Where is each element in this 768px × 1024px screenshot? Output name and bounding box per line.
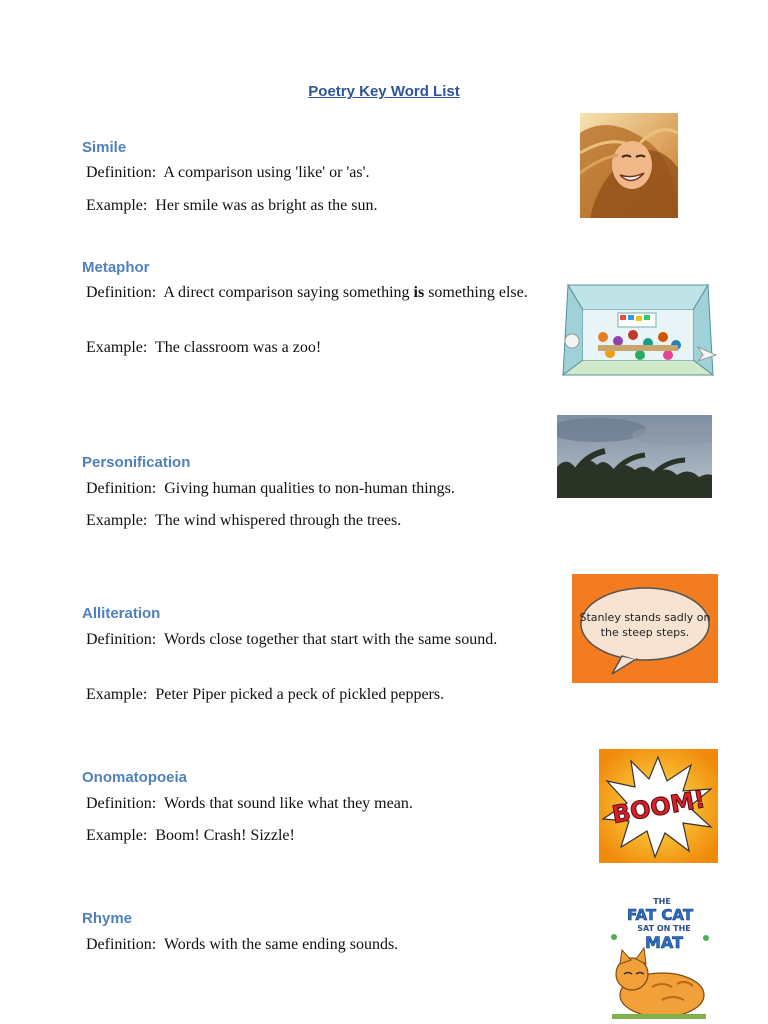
speech-bubble-image xyxy=(572,574,718,683)
definition-metaphor xyxy=(82,281,552,304)
example-metaphor xyxy=(82,336,552,359)
example-label: Example: xyxy=(86,197,148,214)
definition-label: Definition: xyxy=(86,284,157,301)
boom-comic-image xyxy=(599,749,718,863)
term-metaphor: Metaphor xyxy=(82,259,150,276)
definition-text-cont: something else. xyxy=(424,284,528,301)
example-text: Peter Piper picked a peck of pickled peppers. xyxy=(155,686,445,703)
chaotic-classroom-image xyxy=(558,275,718,388)
smiling-woman-image xyxy=(580,113,678,218)
example-label: Example: xyxy=(86,827,148,844)
definition-personification xyxy=(82,477,552,500)
example-personification xyxy=(82,509,552,532)
windy-trees-image xyxy=(557,415,712,498)
fat-cat-book-cover-image xyxy=(602,892,715,1022)
definition-text: Giving human qualities to non-human things. xyxy=(164,480,455,497)
definition-label: Definition: xyxy=(86,795,157,812)
example-alliteration xyxy=(82,683,552,706)
speech-bubble-text-line1: Stanley stands sadly on xyxy=(579,611,711,624)
term-rhyme: Rhyme xyxy=(82,910,133,927)
boom-text: BOOM! xyxy=(609,785,708,829)
example-text: Her smile was as bright as the sun. xyxy=(155,197,378,214)
term-personification: Personification xyxy=(82,454,191,471)
example-onomatopoeia xyxy=(82,824,552,847)
term-alliteration: Alliteration xyxy=(82,605,161,622)
definition-label: Definition: xyxy=(86,164,157,181)
definition-text: A direct comparison saying something xyxy=(163,284,414,301)
term-simile: Simile xyxy=(82,139,127,156)
page-title: Poetry Key Word List xyxy=(308,83,460,100)
example-label: Example: xyxy=(86,512,148,529)
definition-label: Definition: xyxy=(86,631,157,648)
example-label: Example: xyxy=(86,339,148,356)
example-label: Example: xyxy=(86,686,148,703)
cover-text-fat-cat: FAT CAT xyxy=(626,906,694,924)
definition-emphasis: is xyxy=(413,284,425,301)
cover-text-mat: MAT xyxy=(645,933,683,952)
term-onomatopoeia: Onomatopoeia xyxy=(82,769,188,786)
cover-text-the: THE xyxy=(653,897,671,906)
definition-simile xyxy=(82,161,552,184)
example-simile xyxy=(82,194,552,217)
definition-rhyme xyxy=(82,933,552,956)
definition-text: Words that sound like what they mean. xyxy=(163,795,413,812)
definition-alliteration xyxy=(82,628,552,651)
speech-bubble-text-line2: the steep steps. xyxy=(600,626,690,639)
example-text: The classroom was a zoo! xyxy=(155,339,322,356)
example-text: Boom! Crash! Sizzle! xyxy=(155,827,295,844)
example-text: The wind whispered through the trees. xyxy=(155,512,402,529)
definition-text: Words close together that start with the same sound. xyxy=(163,631,498,648)
definition-text: Words with the same ending sounds. xyxy=(163,936,399,953)
definition-label: Definition: xyxy=(86,480,157,497)
definition-label: Definition: xyxy=(86,936,157,953)
definition-text: A comparison using 'like' or 'as'. xyxy=(163,164,370,181)
cover-text-sat-on-the: SAT ON THE xyxy=(637,924,691,933)
definition-onomatopoeia xyxy=(82,792,552,815)
